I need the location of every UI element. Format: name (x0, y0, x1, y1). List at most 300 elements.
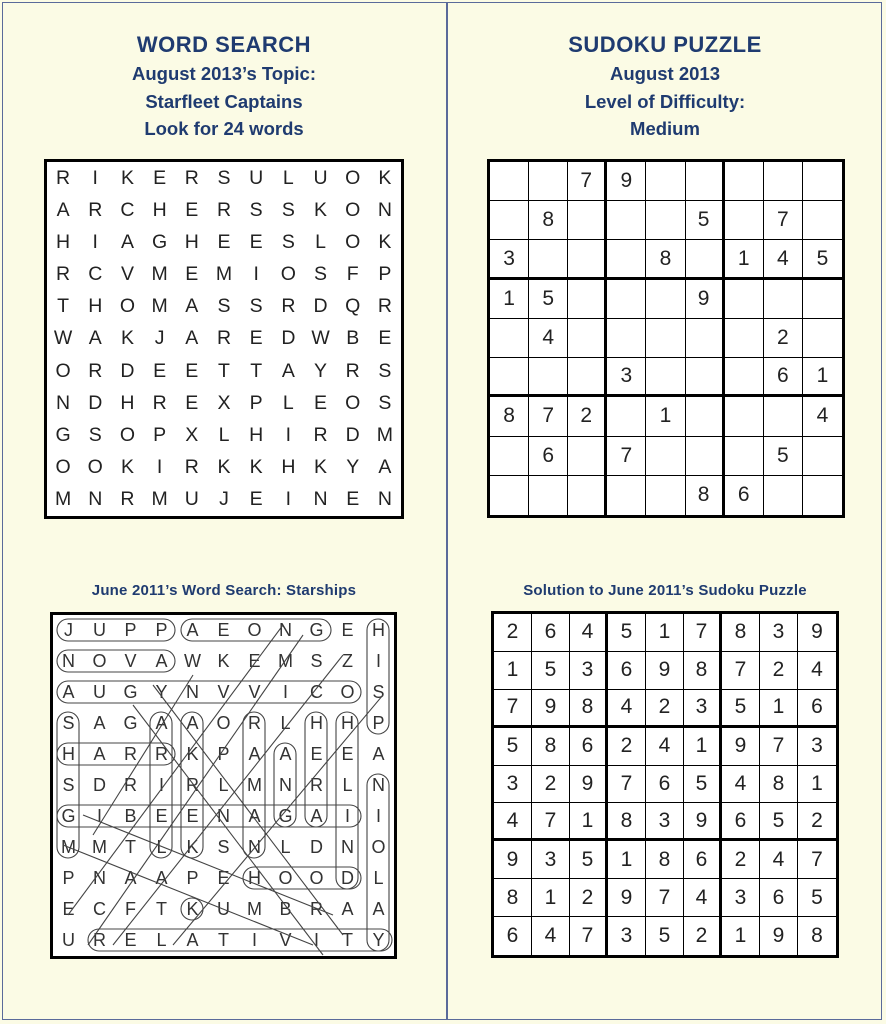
letter-cell[interactable]: A (281, 359, 295, 382)
sudoku-cell[interactable]: 5 (684, 766, 722, 804)
sudoku-cell[interactable]: 7 (529, 397, 568, 436)
sudoku-cell[interactable]: 1 (646, 614, 684, 652)
sudoku-cell[interactable] (686, 319, 725, 358)
letter-cell[interactable]: S (249, 295, 263, 318)
letter-cell[interactable]: E (185, 263, 199, 286)
letter-cell[interactable]: O (87, 456, 103, 479)
sudoku-cell[interactable]: 4 (529, 319, 568, 358)
sudoku-cell[interactable]: 6 (725, 476, 764, 515)
letter-cell[interactable]: T (218, 930, 229, 950)
sudoku-cell[interactable]: 8 (646, 841, 684, 879)
letter-cell[interactable]: N (377, 488, 392, 511)
sudoku-cell[interactable]: 2 (798, 803, 836, 841)
letter-cell[interactable]: Y (346, 456, 360, 479)
sudoku-cell[interactable] (686, 162, 725, 201)
letter-cell[interactable]: D (313, 295, 328, 318)
letter-cell[interactable]: E (248, 651, 261, 671)
sudoku-cell[interactable]: 8 (760, 766, 798, 804)
letter-cell[interactable]: Q (345, 295, 361, 318)
letter-cell[interactable]: R (56, 263, 71, 286)
letter-cell[interactable]: C (310, 682, 323, 702)
sudoku-cell[interactable] (529, 162, 568, 201)
letter-cell[interactable]: T (156, 899, 167, 919)
letter-cell[interactable]: A (372, 899, 385, 919)
letter-cell[interactable]: A (155, 713, 168, 733)
letter-cell[interactable]: O (345, 391, 361, 414)
letter-cell[interactable]: R (281, 295, 296, 318)
letter-cell[interactable]: O (280, 263, 296, 286)
sudoku-cell[interactable] (490, 358, 529, 397)
letter-cell[interactable]: A (93, 744, 106, 764)
letter-cell[interactable]: N (341, 837, 354, 857)
sudoku-cell[interactable]: 7 (568, 162, 607, 201)
letter-cell[interactable]: S (314, 263, 328, 286)
sudoku-cell[interactable]: 7 (760, 728, 798, 766)
letter-cell[interactable]: N (88, 488, 103, 511)
letter-cell[interactable]: R (184, 456, 199, 479)
sudoku-cell[interactable] (803, 280, 842, 319)
letter-cell[interactable]: V (248, 682, 261, 702)
sudoku-cell[interactable]: 3 (646, 803, 684, 841)
letter-cell[interactable]: U (184, 488, 199, 511)
sudoku-cell[interactable]: 1 (608, 841, 646, 879)
letter-cell[interactable]: K (378, 166, 392, 189)
letter-cell[interactable]: S (62, 713, 75, 733)
letter-cell[interactable]: A (248, 744, 261, 764)
letter-cell[interactable]: I (158, 775, 164, 795)
letter-cell[interactable]: N (217, 806, 230, 826)
letter-cell[interactable]: L (218, 775, 229, 795)
letter-cell[interactable]: E (153, 166, 167, 189)
sudoku-cell[interactable]: 4 (570, 614, 608, 652)
letter-cell[interactable]: V (279, 930, 292, 950)
letter-cell[interactable]: R (93, 930, 106, 950)
sudoku-cell[interactable]: 6 (608, 652, 646, 690)
sudoku-cell[interactable]: 4 (646, 728, 684, 766)
letter-cell[interactable]: A (120, 230, 134, 253)
letter-cell[interactable]: K (217, 456, 231, 479)
sudoku-cell[interactable]: 1 (494, 652, 532, 690)
sudoku-cell[interactable] (568, 240, 607, 279)
letter-cell[interactable]: E (217, 620, 230, 640)
letter-cell[interactable]: S (378, 359, 392, 382)
letter-cell[interactable]: U (93, 682, 106, 702)
letter-cell[interactable]: B (279, 899, 292, 919)
letter-cell[interactable]: K (186, 744, 199, 764)
sudoku-cell[interactable] (764, 162, 803, 201)
letter-cell[interactable]: H (152, 198, 167, 221)
letter-cell[interactable]: B (124, 806, 137, 826)
letter-cell[interactable]: O (371, 837, 386, 857)
letter-cell[interactable]: S (281, 198, 295, 221)
letter-cell[interactable]: Y (372, 930, 385, 950)
letter-cell[interactable]: R (248, 713, 261, 733)
sudoku-cell[interactable] (568, 201, 607, 240)
sudoku-cell[interactable]: 2 (532, 766, 570, 804)
sudoku-cell[interactable]: 7 (494, 690, 532, 728)
letter-cell[interactable]: N (93, 868, 106, 888)
sudoku-cell[interactable] (568, 476, 607, 515)
letter-cell[interactable]: I (253, 263, 259, 286)
letter-cell[interactable]: P (62, 868, 75, 888)
letter-cell[interactable]: I (285, 424, 292, 447)
sudoku-cell[interactable]: 8 (494, 879, 532, 917)
letter-cell[interactable]: F (346, 263, 359, 286)
letter-cell[interactable]: E (124, 930, 137, 950)
letter-cell[interactable]: D (120, 359, 135, 382)
sudoku-cell[interactable]: 7 (722, 652, 760, 690)
letter-cell[interactable]: A (93, 713, 106, 733)
sudoku-cell[interactable] (646, 201, 685, 240)
letter-cell[interactable]: I (156, 456, 163, 479)
letter-cell[interactable]: D (345, 424, 360, 447)
sudoku-cell[interactable] (725, 397, 764, 436)
letter-cell[interactable]: K (120, 166, 134, 189)
sudoku-cell[interactable]: 3 (570, 652, 608, 690)
sudoku-cell[interactable] (529, 476, 568, 515)
sudoku-cell[interactable] (646, 162, 685, 201)
letter-cell[interactable]: O (345, 230, 361, 253)
letter-cell[interactable]: E (186, 806, 199, 826)
sudoku-cell[interactable] (607, 319, 646, 358)
sudoku-cell[interactable]: 6 (798, 690, 836, 728)
letter-cell[interactable]: K (378, 230, 392, 253)
letter-cell[interactable]: M (215, 263, 233, 286)
letter-cell[interactable]: A (155, 868, 168, 888)
sudoku-cell[interactable]: 7 (532, 803, 570, 841)
letter-cell[interactable]: E (155, 806, 168, 826)
sudoku-cell[interactable]: 5 (494, 728, 532, 766)
letter-cell[interactable]: E (310, 744, 323, 764)
letter-cell[interactable]: H (248, 868, 261, 888)
sudoku-cell[interactable] (490, 476, 529, 515)
sudoku-cell[interactable]: 1 (760, 690, 798, 728)
sudoku-cell[interactable]: 8 (646, 240, 685, 279)
letter-cell[interactable]: R (120, 488, 135, 511)
letter-cell[interactable]: G (61, 806, 76, 826)
letter-cell[interactable]: K (314, 198, 328, 221)
sudoku-cell[interactable]: 1 (490, 280, 529, 319)
sudoku-cell[interactable] (725, 162, 764, 201)
letter-cell[interactable]: H (372, 620, 385, 640)
letter-cell[interactable]: L (218, 424, 230, 447)
letter-cell[interactable]: R (56, 166, 71, 189)
letter-cell[interactable]: N (279, 775, 292, 795)
letter-cell[interactable]: O (55, 456, 71, 479)
sudoku-cell[interactable]: 6 (494, 917, 532, 955)
sudoku-cell[interactable]: 3 (494, 766, 532, 804)
sudoku-cell[interactable]: 7 (684, 614, 722, 652)
sudoku-cell[interactable] (568, 437, 607, 476)
letter-cell[interactable]: E (185, 198, 199, 221)
sudoku-cell[interactable]: 5 (532, 652, 570, 690)
sudoku-cell[interactable] (607, 201, 646, 240)
sudoku-cell[interactable]: 2 (684, 917, 722, 955)
sudoku-cell[interactable] (568, 358, 607, 397)
letter-cell[interactable]: I (344, 806, 350, 826)
letter-cell[interactable]: S (217, 295, 231, 318)
letter-cell[interactable]: M (151, 263, 168, 286)
sudoku-cell[interactable]: 6 (760, 879, 798, 917)
sudoku-cell[interactable]: 7 (798, 841, 836, 879)
letter-cell[interactable]: H (120, 391, 135, 414)
letter-cell[interactable]: M (278, 651, 293, 671)
letter-cell[interactable]: H (62, 744, 75, 764)
sudoku-cell[interactable]: 6 (646, 766, 684, 804)
letter-cell[interactable]: P (153, 424, 167, 447)
letter-cell[interactable]: L (315, 230, 326, 253)
sudoku-cell[interactable]: 5 (646, 917, 684, 955)
sudoku-cell[interactable]: 5 (803, 240, 842, 279)
letter-cell[interactable]: O (55, 359, 71, 382)
sudoku-cell[interactable]: 6 (570, 728, 608, 766)
sudoku-cell[interactable]: 3 (760, 614, 798, 652)
letter-cell[interactable]: O (278, 868, 293, 888)
letter-cell[interactable]: C (88, 263, 103, 286)
letter-cell[interactable]: V (217, 682, 230, 702)
letter-cell[interactable]: A (62, 682, 75, 702)
sudoku-cell[interactable]: 8 (811, 924, 823, 948)
letter-cell[interactable]: Y (155, 682, 168, 702)
sudoku-cell[interactable]: 7 (608, 766, 646, 804)
sudoku-cell[interactable]: 2 (570, 879, 608, 917)
letter-cell[interactable]: R (377, 295, 392, 318)
letter-cell[interactable]: S (88, 424, 102, 447)
letter-cell[interactable]: U (217, 899, 230, 919)
sudoku-cell[interactable]: 4 (798, 652, 836, 690)
sudoku-cell[interactable] (568, 319, 607, 358)
sudoku-cell[interactable] (607, 397, 646, 436)
letter-cell[interactable]: L (156, 930, 167, 950)
letter-cell[interactable]: D (341, 868, 354, 888)
letter-cell[interactable]: A (124, 868, 137, 888)
sudoku-cell[interactable]: 1 (532, 879, 570, 917)
sudoku-cell[interactable]: 6 (684, 841, 722, 879)
sudoku-cell[interactable] (568, 280, 607, 319)
letter-cell[interactable]: O (345, 198, 361, 221)
sudoku-cell[interactable]: 9 (494, 841, 532, 879)
sudoku-cell[interactable] (686, 437, 725, 476)
letter-cell[interactable]: L (282, 391, 294, 414)
sudoku-cell[interactable]: 5 (798, 879, 836, 917)
letter-cell[interactable]: E (314, 391, 328, 414)
letter-cell[interactable]: E (249, 488, 263, 511)
sudoku-cell[interactable]: 5 (722, 690, 760, 728)
letter-cell[interactable]: E (185, 359, 199, 382)
letter-cell[interactable]: I (285, 488, 292, 511)
letter-cell[interactable]: A (185, 327, 199, 350)
letter-cell[interactable]: R (124, 775, 137, 795)
sudoku-cell[interactable]: 9 (646, 652, 684, 690)
letter-cell[interactable]: N (377, 198, 392, 221)
letter-cell[interactable]: R (186, 775, 199, 795)
sudoku-cell[interactable]: 8 (686, 476, 725, 515)
letter-cell[interactable]: S (372, 682, 385, 702)
letter-cell[interactable]: S (378, 391, 392, 414)
sudoku-cell[interactable]: 3 (608, 917, 646, 955)
letter-cell[interactable]: R (310, 775, 323, 795)
sudoku-cell[interactable] (607, 240, 646, 279)
letter-cell[interactable]: N (186, 682, 199, 702)
letter-cell[interactable]: M (247, 899, 262, 919)
sudoku-cell[interactable] (725, 358, 764, 397)
letter-cell[interactable]: E (153, 359, 167, 382)
sudoku-cell[interactable] (529, 240, 568, 279)
sudoku-cell[interactable]: 8 (684, 652, 722, 690)
letter-cell[interactable]: R (313, 424, 328, 447)
sudoku-cell[interactable] (764, 397, 803, 436)
letter-cell[interactable]: M (54, 488, 72, 511)
sudoku-cell[interactable] (725, 280, 764, 319)
letter-cell[interactable]: H (56, 230, 71, 253)
letter-cell[interactable]: J (64, 620, 73, 640)
sudoku-cell[interactable] (725, 319, 764, 358)
sudoku-cell[interactable] (490, 201, 529, 240)
letter-cell[interactable]: B (346, 327, 360, 350)
sudoku-cell[interactable]: 1 (570, 803, 608, 841)
sudoku-cell[interactable]: 3 (532, 841, 570, 879)
sudoku-cell[interactable]: 4 (803, 397, 842, 436)
letter-cell[interactable]: V (124, 651, 137, 671)
letter-cell[interactable]: R (345, 359, 360, 382)
letter-cell[interactable]: I (251, 930, 257, 950)
letter-cell[interactable]: L (282, 166, 294, 189)
letter-cell[interactable]: K (249, 456, 263, 479)
letter-cell[interactable]: K (186, 899, 199, 919)
sudoku-cell[interactable]: 9 (607, 162, 646, 201)
sudoku-cell[interactable]: 5 (570, 841, 608, 879)
sudoku-cell[interactable]: 5 (760, 803, 798, 841)
letter-cell[interactable]: R (124, 744, 137, 764)
letter-cell[interactable]: U (93, 620, 106, 640)
sudoku-cell[interactable]: 2 (494, 614, 532, 652)
letter-cell[interactable]: O (119, 295, 136, 318)
letter-cell[interactable]: U (62, 930, 75, 950)
letter-cell[interactable]: X (185, 424, 199, 447)
letter-cell[interactable]: I (96, 806, 102, 826)
sudoku-cell[interactable] (646, 319, 685, 358)
letter-cell[interactable]: Y (314, 359, 328, 382)
letter-cell[interactable]: R (216, 198, 232, 221)
letter-cell[interactable]: H (310, 713, 323, 733)
letter-cell[interactable]: A (378, 456, 392, 479)
letter-cell[interactable]: J (154, 327, 165, 350)
letter-cell[interactable]: K (186, 837, 199, 857)
letter-cell[interactable]: M (247, 775, 262, 795)
letter-cell[interactable]: H (184, 230, 199, 253)
sudoku-cell[interactable]: 4 (608, 690, 646, 728)
letter-cell[interactable]: C (93, 899, 106, 919)
sudoku-cell[interactable]: 3 (490, 240, 529, 279)
letter-cell[interactable]: H (88, 295, 103, 318)
letter-cell[interactable]: W (184, 651, 201, 671)
sudoku-cell[interactable] (725, 437, 764, 476)
letter-cell[interactable]: W (53, 327, 73, 350)
letter-cell[interactable]: I (313, 930, 319, 950)
sudoku-cell[interactable]: 2 (760, 652, 798, 690)
letter-cell[interactable]: M (92, 837, 107, 857)
letter-cell[interactable]: G (123, 713, 138, 733)
letter-cell[interactable]: E (249, 230, 263, 253)
letter-cell[interactable]: X (217, 391, 231, 414)
sudoku-cell[interactable] (803, 476, 842, 515)
letter-cell[interactable]: E (217, 230, 231, 253)
sudoku-cell[interactable]: 6 (529, 437, 568, 476)
letter-cell[interactable]: O (247, 620, 262, 640)
sudoku-cell[interactable]: 9 (608, 879, 646, 917)
letter-cell[interactable]: O (309, 868, 324, 888)
letter-cell[interactable]: E (346, 488, 360, 511)
sudoku-cell[interactable] (803, 319, 842, 358)
sudoku-cell[interactable]: 8 (529, 201, 568, 240)
sudoku-cell[interactable] (646, 358, 685, 397)
sudoku-cell[interactable] (803, 201, 842, 240)
sudoku-cell[interactable]: 4 (760, 841, 798, 879)
sudoku-cell[interactable]: 3 (684, 690, 722, 728)
sudoku-cell[interactable]: 5 (686, 201, 725, 240)
sudoku-cell[interactable]: 8 (490, 397, 529, 436)
letter-cell[interactable]: U (313, 166, 328, 189)
letter-cell[interactable]: A (88, 327, 102, 350)
sudoku-cell[interactable]: 8 (570, 690, 608, 728)
letter-cell[interactable]: O (216, 713, 231, 733)
letter-cell[interactable]: R (152, 391, 167, 414)
letter-cell[interactable]: A (248, 806, 261, 826)
sudoku-cell[interactable]: 8 (532, 728, 570, 766)
letter-cell[interactable]: A (186, 620, 199, 640)
sudoku-cell[interactable] (490, 319, 529, 358)
letter-cell[interactable]: A (185, 295, 199, 318)
letter-cell[interactable]: N (248, 837, 261, 857)
sudoku-cell[interactable]: 9 (570, 766, 608, 804)
letter-cell[interactable]: P (217, 744, 230, 764)
letter-cell[interactable]: E (341, 620, 354, 640)
letter-cell[interactable]: V (120, 263, 134, 286)
letter-cell[interactable]: Z (342, 651, 353, 671)
sudoku-cell[interactable]: 3 (722, 879, 760, 917)
letter-cell[interactable]: I (375, 651, 381, 671)
letter-cell[interactable]: T (342, 930, 353, 950)
letter-cell[interactable]: D (93, 775, 106, 795)
letter-cell[interactable]: D (88, 391, 103, 414)
sudoku-cell[interactable]: 9 (686, 280, 725, 319)
sudoku-cell[interactable] (646, 476, 685, 515)
sudoku-cell[interactable]: 8 (722, 614, 760, 652)
letter-cell[interactable]: A (155, 651, 168, 671)
letter-cell[interactable]: D (310, 837, 323, 857)
letter-cell[interactable]: G (55, 424, 71, 447)
sudoku-cell[interactable]: 1 (725, 240, 764, 279)
letter-cell[interactable]: H (281, 456, 296, 479)
letter-cell[interactable]: J (219, 488, 229, 511)
letter-cell[interactable]: A (310, 806, 323, 826)
letter-cell[interactable]: S (217, 837, 230, 857)
letter-cell[interactable]: I (92, 166, 98, 189)
letter-cell[interactable]: L (156, 837, 167, 857)
letter-cell[interactable]: G (123, 682, 138, 702)
sudoku-cell[interactable]: 2 (608, 728, 646, 766)
sudoku-cell[interactable] (607, 280, 646, 319)
letter-cell[interactable]: D (281, 327, 296, 350)
letter-cell[interactable]: L (280, 713, 291, 733)
sudoku-cell[interactable] (686, 397, 725, 436)
sudoku-cell[interactable]: 5 (608, 614, 646, 652)
letter-cell[interactable]: L (342, 775, 353, 795)
letter-cell[interactable]: T (218, 359, 230, 382)
letter-cell[interactable]: G (278, 806, 293, 826)
sudoku-cell[interactable] (803, 162, 842, 201)
sudoku-cell[interactable] (607, 476, 646, 515)
